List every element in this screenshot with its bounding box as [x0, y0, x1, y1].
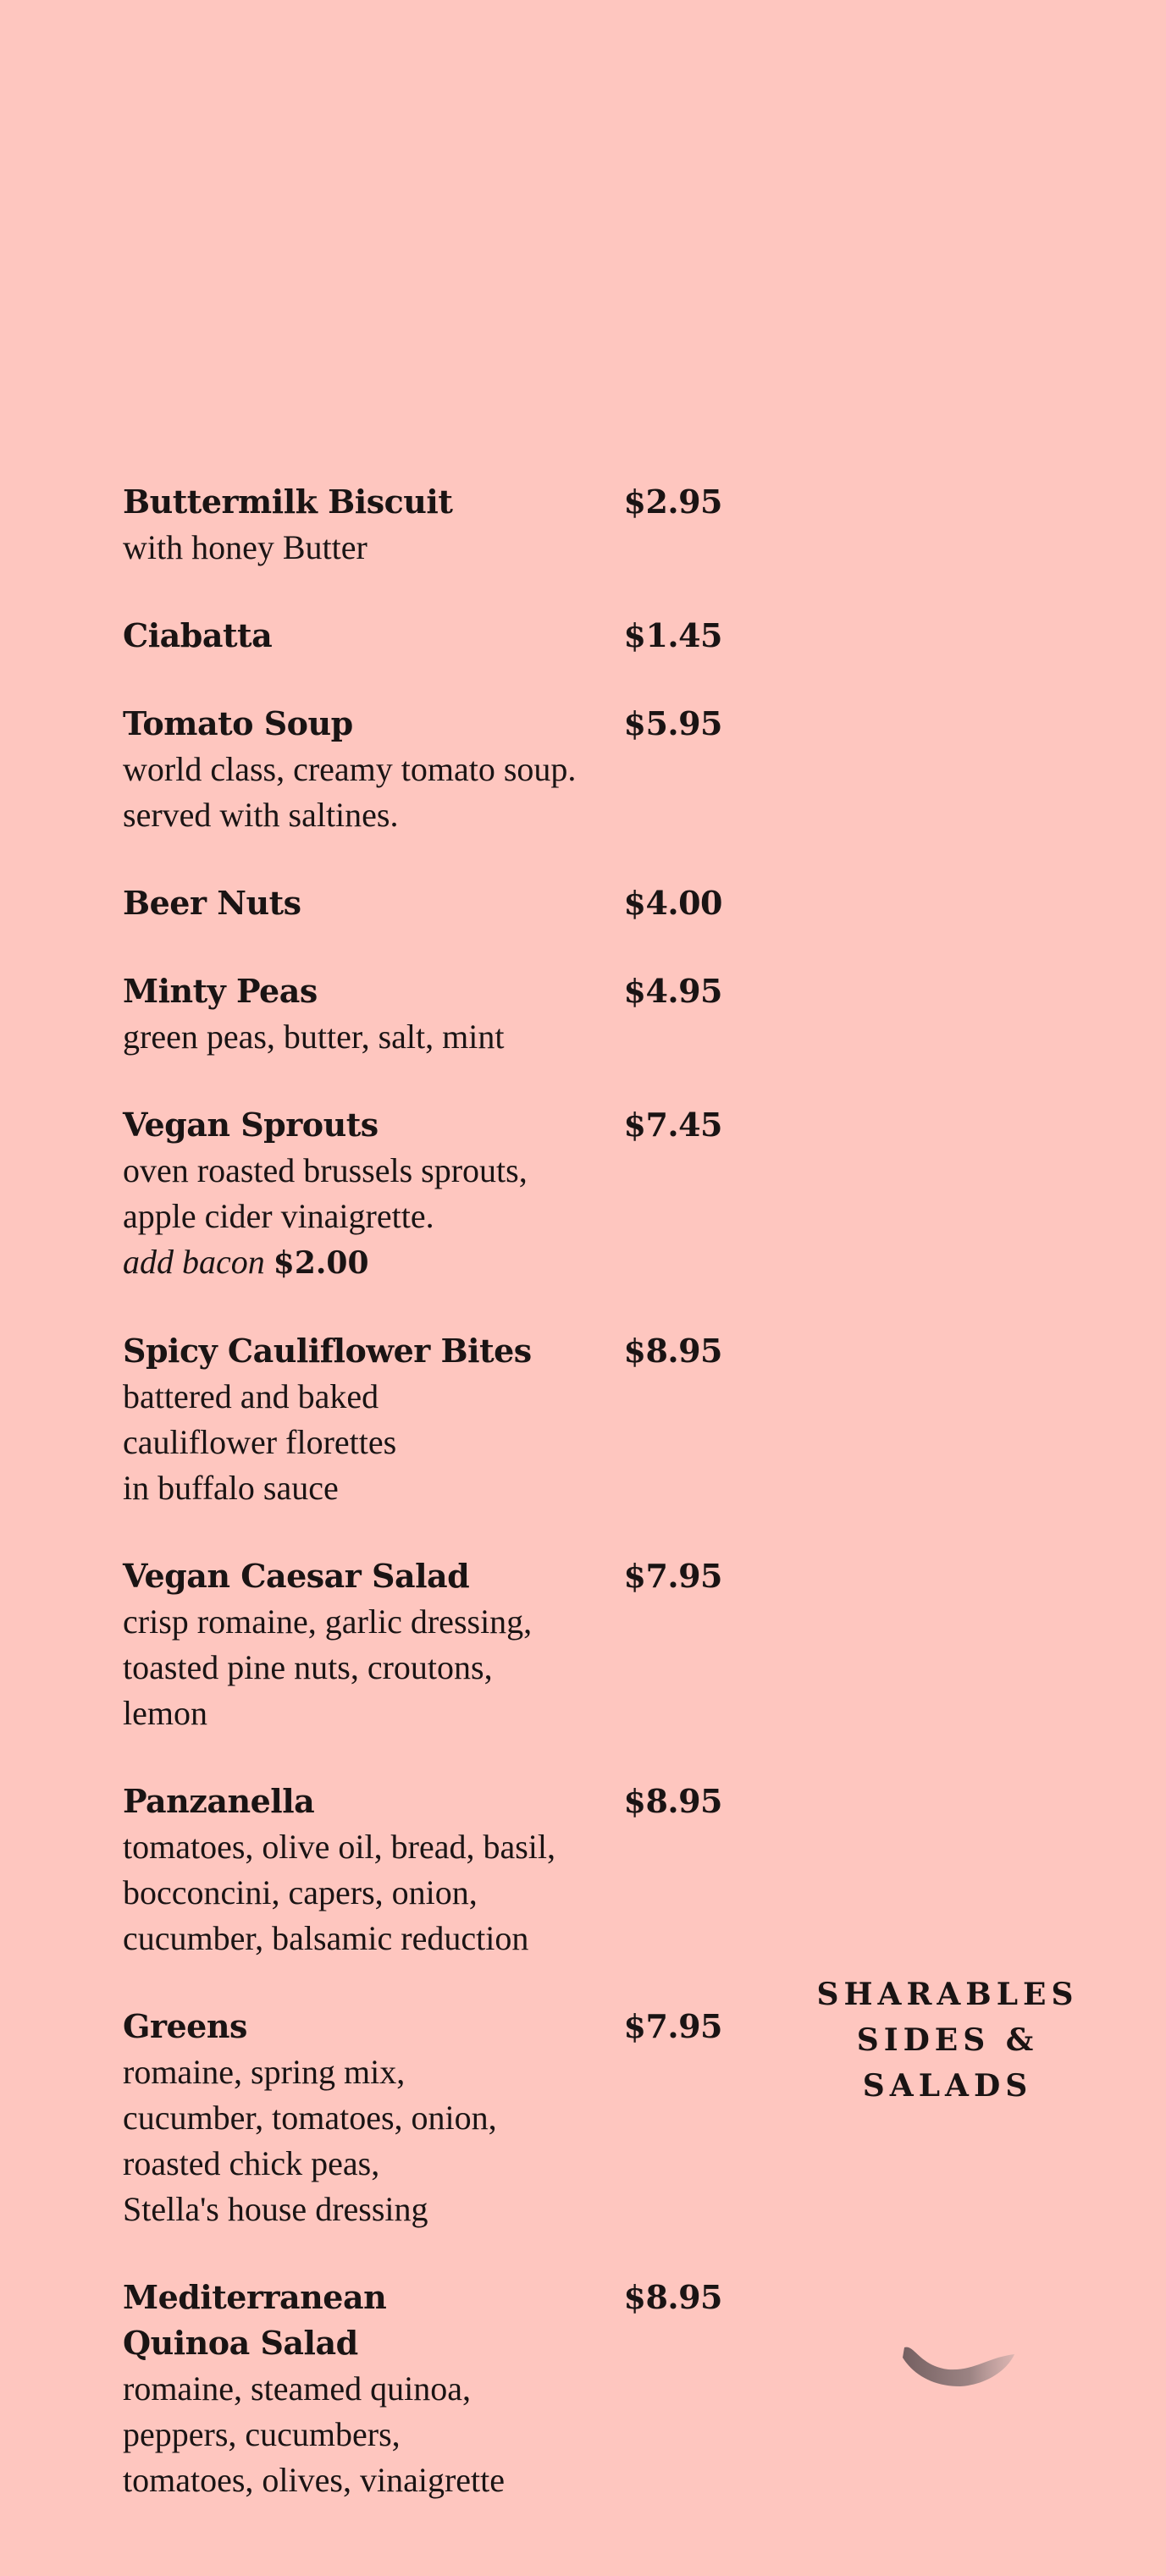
item-price: $7.95	[623, 1557, 722, 1595]
item-description: green peas, butter, salt, mint	[123, 1018, 505, 1056]
item-price: $4.00	[623, 884, 722, 922]
item-price: $1.45	[623, 616, 722, 654]
item-name: Tomato Soup	[123, 704, 353, 742]
item-name: Spicy Cauliflower Bites	[123, 1332, 532, 1370]
item-addon	[123, 1239, 722, 1286]
item-description: with honey Butter	[123, 528, 367, 566]
addon-price: $2.00	[273, 1245, 369, 1281]
menu-item-greens	[123, 2004, 722, 2232]
menu-item-mediterranean-quinoa-salad	[123, 2275, 722, 2503]
item-description: cucumber, tomatoes, onion,	[123, 2099, 497, 2137]
item-description: cucumber, balsamic reduction	[123, 1919, 529, 1957]
item-description: world class, creamy tomato soup.	[123, 750, 577, 788]
menu-item-vegan-sprouts	[123, 1102, 722, 1286]
section-title	[745, 1972, 1150, 2109]
menu-item-vegan-caesar-salad	[123, 1553, 722, 1736]
menu-item-panzanella	[123, 1779, 722, 1961]
addon-label: add bacon	[123, 1243, 265, 1281]
item-description: apple cider vinaigrette.	[123, 1197, 434, 1235]
item-price: $7.45	[623, 1106, 722, 1144]
item-name: Minty Peas	[123, 972, 318, 1010]
item-price: $5.95	[623, 704, 722, 742]
menu-list	[123, 479, 722, 2546]
item-name-line: Mediterranean	[123, 2278, 387, 2316]
item-description: peppers, cucumbers,	[123, 2415, 401, 2453]
item-description: in buffalo sauce	[123, 1469, 339, 1507]
item-price: $7.95	[623, 2007, 722, 2045]
item-description: oven roasted brussels sprouts,	[123, 1151, 528, 1189]
item-name: Ciabatta	[123, 616, 273, 654]
item-price: $4.95	[623, 972, 722, 1010]
item-name	[123, 2275, 386, 2366]
item-description: romaine, spring mix,	[123, 2053, 406, 2091]
menu-item-beer-nuts	[123, 880, 722, 926]
item-name-line: Quinoa Salad	[123, 2324, 358, 2362]
section-title-line: SHARABLES	[816, 1977, 1079, 2012]
item-price: $8.95	[623, 1782, 722, 1820]
item-description: Stella's house dressing	[123, 2190, 428, 2228]
section-title-line: SALADS	[862, 2068, 1033, 2104]
item-description: cauliflower florettes	[123, 1423, 397, 1461]
item-description: toasted pine nuts, croutons,	[123, 1648, 493, 1686]
brush-stroke-icon	[899, 2332, 1020, 2391]
item-description: roasted chick peas,	[123, 2144, 380, 2182]
menu-item-ciabatta	[123, 613, 722, 659]
item-name: Vegan Sprouts	[123, 1106, 379, 1144]
item-price: $2.95	[623, 483, 722, 521]
item-description: crisp romaine, garlic dressing,	[123, 1602, 533, 1641]
menu-item-minty-peas	[123, 968, 722, 1060]
section-title-line: SIDES &	[856, 2022, 1039, 2058]
item-description: battered and baked	[123, 1377, 379, 1415]
item-description: served with saltines.	[123, 796, 399, 834]
item-price: $8.95	[623, 2278, 722, 2316]
item-name: Beer Nuts	[123, 884, 301, 922]
item-description: tomatoes, olive oil, bread, basil,	[123, 1828, 555, 1866]
menu-item-tomato-soup	[123, 701, 722, 838]
menu-item-buttermilk-biscuit	[123, 479, 722, 571]
item-description: romaine, steamed quinoa,	[123, 2369, 471, 2408]
item-name: Panzanella	[123, 1782, 315, 1820]
menu-item-spicy-cauliflower-bites	[123, 1328, 722, 1511]
item-description: lemon	[123, 1694, 207, 1732]
item-name: Greens	[123, 2007, 247, 2045]
item-description: tomatoes, olives, vinaigrette	[123, 2461, 505, 2499]
item-name: Buttermilk Biscuit	[123, 483, 453, 521]
item-price: $8.95	[623, 1332, 722, 1370]
item-description: bocconcini, capers, onion,	[123, 1873, 478, 1911]
item-name: Vegan Caesar Salad	[123, 1557, 470, 1595]
